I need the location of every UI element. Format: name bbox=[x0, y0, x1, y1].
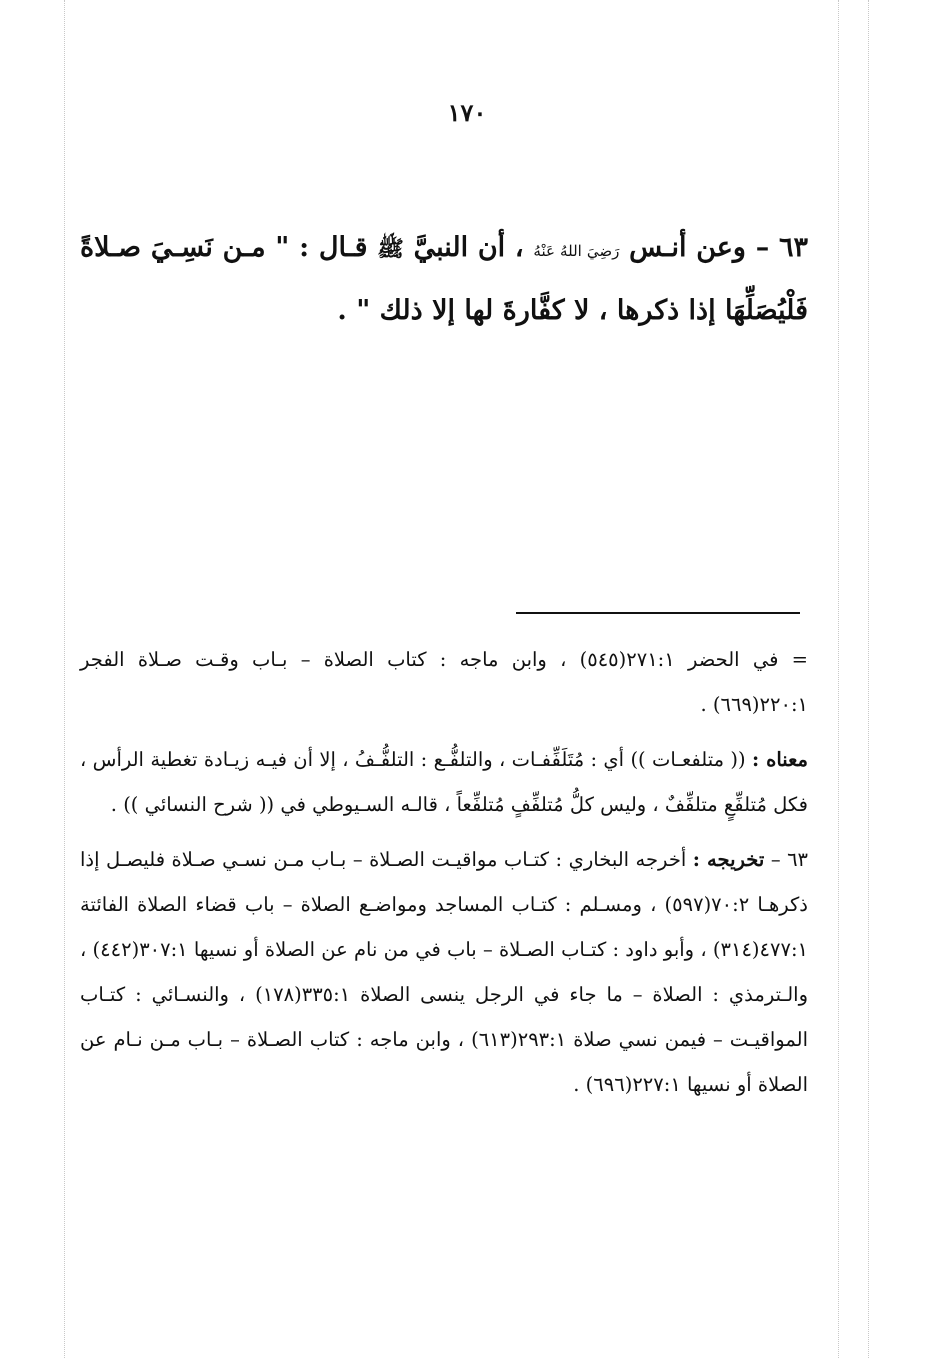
footnote-meaning bbox=[80, 737, 808, 827]
scan-margin-line-outer bbox=[868, 0, 869, 1358]
footnote-separator bbox=[516, 612, 800, 614]
footnote-continuation: = في الحضر ٢٧١:١(٥٤٥) ، وابن ماجه : كتاب الصلاة – بـاب وقـت صـلاة الفجر ٢٢٠:١(٦٦٩) . bbox=[80, 648, 808, 716]
meaning-text: (( متلفعـات )) أي : مُتَلَفِّفـات ، والتلفُّـع : التلفُّـفُ ، إلا أن فيـه زيـادة تغطية الرأس ، فكل مُتلفِّعٍ متلفِّفٌ ، وليس كلُّ مُتلفِّفٍ مُتلفِّعاً ، قالـه السـيوطي في (( شرح النسائي )) . bbox=[80, 748, 808, 816]
page-number: ١٧٠ bbox=[447, 98, 487, 127]
salawat-glyph: ﷺ bbox=[377, 236, 404, 262]
meaning-label: معناه : bbox=[751, 748, 808, 771]
honorific-glyph: رَضِيَ اللهُ عَنْهُ bbox=[533, 242, 620, 260]
hadith-text bbox=[80, 218, 808, 341]
footnote-takhrij bbox=[80, 837, 808, 1107]
scan-margin-line-right bbox=[838, 0, 839, 1358]
takhrij-label: تخريجه : bbox=[692, 848, 765, 871]
hadith-text-part2: ، أن النبيَّ bbox=[403, 232, 524, 263]
hadith-text-part3: قـال : " مـن نَسِـيَ صـلاةً فَلْيُصَلِّهَا إذا ذكرها ، لا كفَّارةَ لها إلا ذلك " . bbox=[80, 232, 808, 326]
scan-margin-line-left bbox=[64, 0, 65, 1358]
hadith-text-part1: – وعن أنـس bbox=[619, 232, 770, 263]
takhrij-text: أخرجه البخاري : كتـاب مواقيـت الصـلاة – بـاب مـن نسـي صـلاة فليصـل إذا ذكرهـا ٧٠:٢(٥٩٧) ، ومسـلم : كتـاب المساجد ومواضـع الصلاة – باب قضاء الصلاة الفائتة ٤٧٧:١(٣١٤) ، وأبو داود : كتـاب الصـلاة – باب في من نام عن الصلاة أو نسيها ٣٠٧:١(٤٤٢) ، والـترمذي : الصلاة – ما جاء في الرجل ينسى الصلاة ٣٣٥:١(١٧٨) ، والنسـائي : كتـاب المواقيـت – فيمن نسي صلاة ٢٩٣:١(٦١٣) ، وابن ماجه : كتاب الصـلاة – بـاب مـن نـام عن الصلاة أو نسيها ٢٢٧:١(٦٩٦) . bbox=[80, 848, 808, 1096]
hadith-number: ٦٣ bbox=[778, 232, 808, 263]
footnotes bbox=[80, 637, 808, 1117]
takhrij-number: ٦٣ – bbox=[770, 848, 809, 871]
